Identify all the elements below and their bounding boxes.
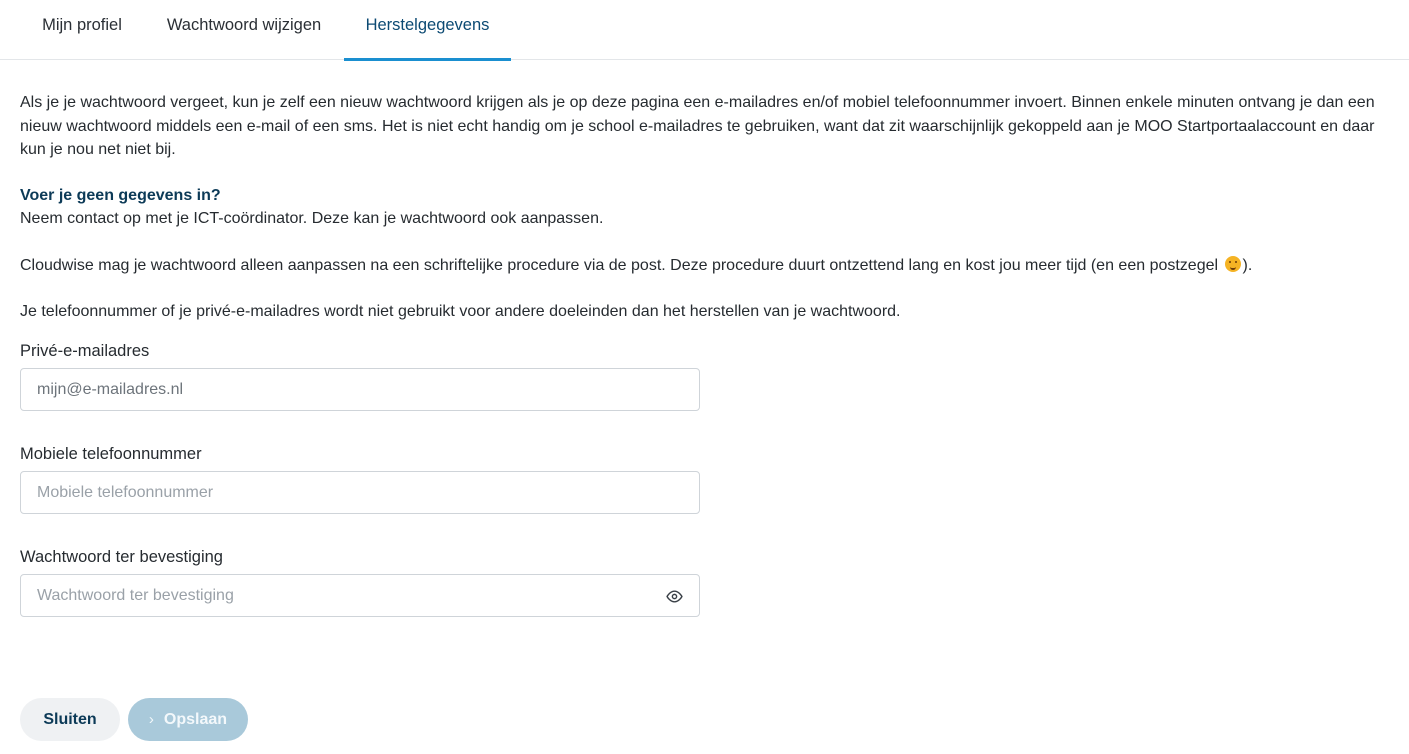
password-field[interactable] — [20, 574, 700, 617]
cloudwise-text-start: Cloudwise mag je wachtwoord alleen aanpassen na een schriftelijke procedure via de post. Deze procedure duurt ontzettend lang en kost jou meer tijd (en een postzegel — [20, 256, 1219, 274]
smiling-face-emoji-icon — [1225, 256, 1241, 272]
password-label: Wachtwoord ter bevestiging — [20, 548, 223, 566]
email-label: Privé-e-mailadres — [20, 342, 150, 360]
section-heading: Voer je geen gegevens in? — [20, 186, 221, 204]
phone-field[interactable] — [20, 471, 700, 514]
cloudwise-text — [20, 254, 1400, 278]
close-button[interactable]: Sluiten — [20, 698, 120, 741]
eye-icon[interactable] — [666, 588, 683, 605]
contact-text: Neem contact op met je ICT-coördinator. Deze kan je wachtwoord ook aanpassen. — [20, 210, 604, 227]
cloudwise-text-end: ). — [1242, 256, 1253, 274]
tab-herstelgegevens[interactable]: Herstelgegevens — [344, 0, 511, 60]
phone-label: Mobiele telefoonnummer — [20, 445, 202, 463]
email-field[interactable] — [20, 368, 700, 411]
tab-bar — [0, 0, 1409, 60]
privacy-text: Je telefoonnummer of je privé-e-mailadres wordt niet gebruikt voor andere doeleinden dan het herstellen van je wachtwoord. — [20, 303, 901, 320]
recovery-info — [20, 91, 1400, 324]
chevron-right-icon: › — [148, 710, 154, 728]
save-button-label: Opslaan — [163, 710, 228, 728]
intro-text: Als je je wachtwoord vergeet, kun je zelf een nieuw wachtwoord krijgen als je op deze pagina een e-mailadres en/of mobiel telefoonnummer invoert. Binnen enkele minuten ontvang je dan een nieuw wachtwoord middels een e-mail of een sms. Het is niet echt handig om je school e-mailadres te gebruiken, want dat zit waarschijnlijk gekoppeld aan je MOO Startportaalaccount en daar kun je nou net niet bij. — [20, 94, 1375, 158]
save-button[interactable] — [128, 698, 248, 741]
tab-wachtwoord-wijzigen[interactable]: Wachtwoord wijzigen — [166, 16, 322, 34]
tab-mijn-profiel[interactable]: Mijn profiel — [42, 16, 122, 34]
